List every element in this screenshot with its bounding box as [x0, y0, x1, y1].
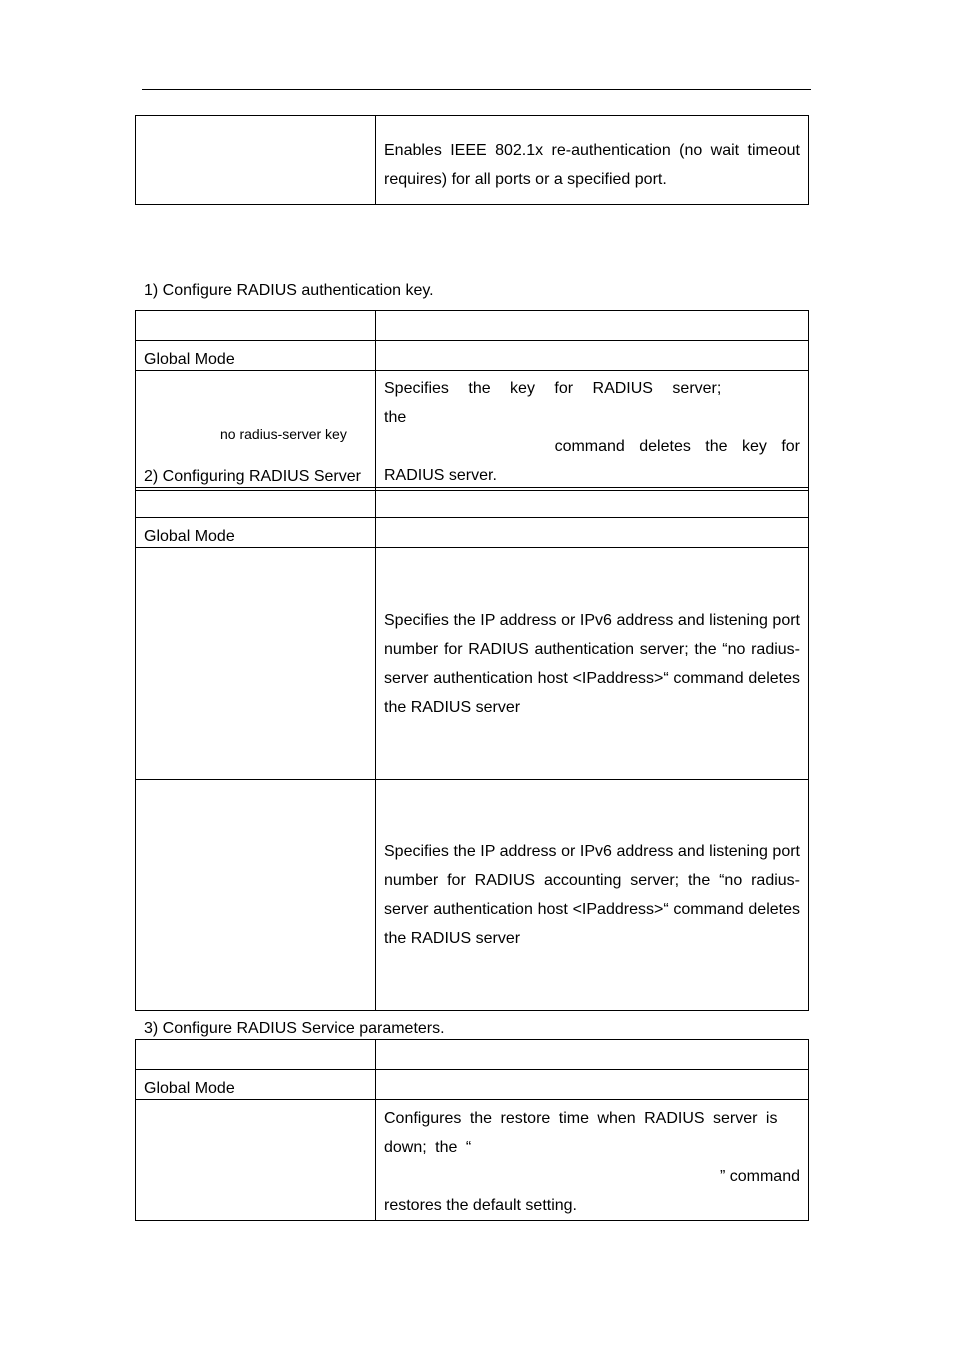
reauth-table — [135, 115, 809, 205]
explanation-cell — [376, 1100, 809, 1221]
command-cell — [136, 1100, 376, 1221]
table-header-row — [136, 1040, 809, 1070]
mode-row — [136, 1070, 809, 1100]
header-cell — [376, 311, 809, 341]
table-row — [136, 116, 809, 205]
explanation-text: Specifies the key for RADIUS server; the — [384, 380, 722, 426]
radius-params-table — [135, 1039, 809, 1221]
command-text: no radius-server key — [220, 426, 347, 442]
table-row — [136, 780, 809, 1011]
explanation-line — [384, 1104, 800, 1162]
mode-row — [136, 518, 809, 548]
mode-label: Global Mode — [136, 341, 376, 371]
header-cell — [376, 1040, 809, 1070]
section-heading: 3) Configure RADIUS Service parameters. — [144, 1020, 445, 1037]
radius-server-table — [135, 487, 809, 1011]
explanation-cell: Specifies the IP address or IPv6 address and listening port number for RADIUS authentication server; the “no radius-server authentication host <IPaddress>“ command deletes the RADIUS server — [376, 548, 809, 780]
explanation-line: restores the default setting. — [384, 1197, 577, 1214]
command-cell — [136, 780, 376, 1011]
explanation-line: command deletes the key for — [554, 438, 800, 455]
mode-label: Global Mode — [136, 518, 376, 548]
table-header-row — [136, 488, 809, 518]
mode-cell — [376, 518, 809, 548]
mode-row — [136, 341, 809, 371]
header-cell — [376, 488, 809, 518]
header-cell — [136, 1040, 376, 1070]
table-row — [136, 548, 809, 780]
explanation-line: ” command — [719, 1168, 800, 1185]
mode-cell — [376, 1070, 809, 1100]
command-cell — [136, 548, 376, 780]
table-header-row — [136, 311, 809, 341]
table-row — [136, 1100, 809, 1221]
explanation-line — [384, 374, 800, 432]
section-heading: 1) Configure RADIUS authentication key. — [144, 282, 434, 299]
header-cell — [136, 488, 376, 518]
section-heading: 2) Configuring RADIUS Server — [144, 468, 361, 485]
mode-label: Global Mode — [136, 1070, 376, 1100]
explanation-cell: Specifies the IP address or IPv6 address and listening port number for RADIUS accounting server; the “no radius-server authentication host <IPaddress>“ command deletes the RADIUS server — [376, 780, 809, 1011]
radius-key-table — [135, 310, 809, 491]
explanation-text: Configures the restore time when RADIUS server is down; the “ — [384, 1110, 778, 1156]
explanation-line: RADIUS server. — [384, 467, 497, 484]
explanation-cell: Enables IEEE 802.1x re-authentication (no wait timeout requires) for all ports or a specified port. — [376, 116, 809, 205]
command-cell — [136, 116, 376, 205]
mode-cell — [376, 341, 809, 371]
header-cell — [136, 311, 376, 341]
header-rule — [142, 89, 811, 90]
explanation-cell — [376, 371, 809, 491]
